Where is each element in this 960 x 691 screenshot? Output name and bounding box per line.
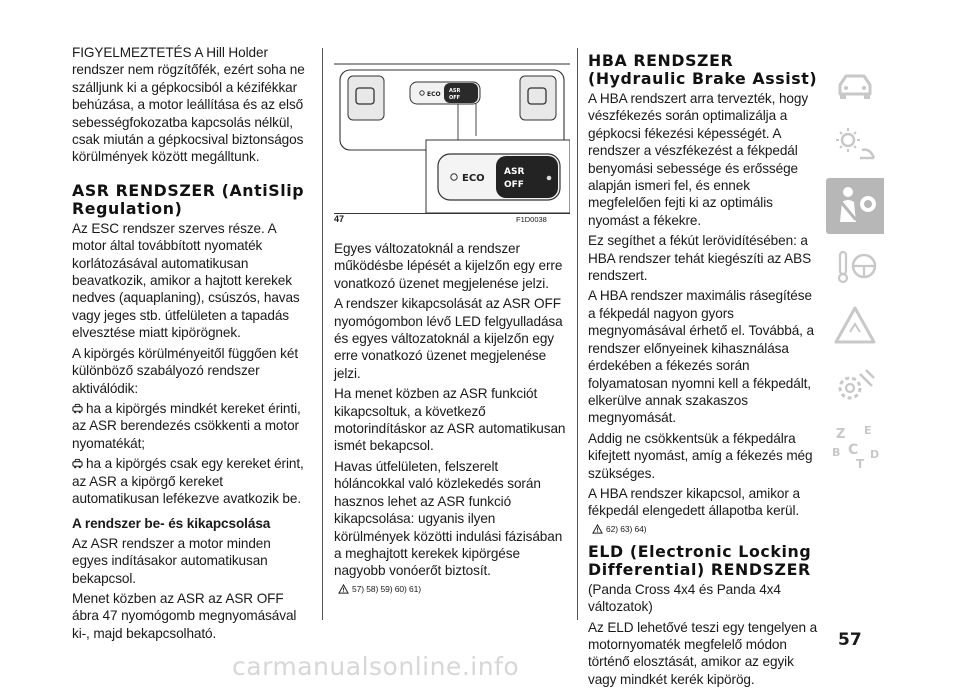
- paragraph: A HBA rendszer maximális rásegítése a fékpedál nagyon gyors megnyomásával érhető el. Továbbá, a rendszer előnyeinek kihasználása érdekében a fékezés során folyamatosan nyomni kell a fékpedált, elkerülve annak szakaszos megnyomását.: [588, 288, 814, 426]
- small-asr-text: ASR: [449, 88, 461, 94]
- paragraph: Az ELD lehetővé teszi egy tengelyen a motornyomaték megfelelő módon történő elosztását, amikor az egyik vagy mindkét kerék kipörög.: [588, 619, 818, 687]
- on-off-paragraph-2: Menet közben az ASR az ASR OFF ábra 47 nyomógomb megnyomásával ki-, majd bekapcsolható.: [72, 590, 297, 641]
- led-indicator: [547, 176, 552, 181]
- paragraph: Ha menet közben az ASR funkciót kikapcsoltuk, a következő motorindításkor az ASR automatikusan ismét bekapcsol.: [334, 386, 566, 454]
- tab-emergency[interactable]: [826, 298, 884, 354]
- figure-code: F1D0038: [516, 215, 547, 224]
- asr-paragraph-2: A kipörgés körülményeitől függően két különböző szabályozó rendszer aktiválódik:: [72, 345, 299, 396]
- index-letter-b: B: [832, 446, 841, 459]
- figure-number: 47: [334, 214, 345, 224]
- eld-heading: ELD (Electronic Locking Differential) RENDSZER: [588, 541, 812, 579]
- tab-maintenance[interactable]: [826, 358, 884, 414]
- paragraph: A rendszer kikapcsolását az ASR OFF nyomógombon lévő LED felgyulladása és egyes változatoknál a kijelzőn egy erre vonatkozó üzenet megjelenése jelzi.: [334, 296, 563, 381]
- tab-index[interactable]: [826, 418, 884, 474]
- paragraph: (Panda Cross 4x4 és Panda 4x4 változatok): [588, 581, 781, 615]
- paragraph: A HBA rendszert arra tervezték, hogy vészfékezés során optimalizálja a gépkocsi fékezési képességét. A rendszer a vészfékezést a fékpedál benyomási sebessége és erőssége alapján ismeri fel, és ennek megfelelően fejti ki az optimális nyomást a fékekre.: [588, 91, 809, 228]
- paragraph: Ez segíthet a fékút lerövidítésében: a HBA rendszer tehát kiegészíti az ABS rendszert.: [588, 233, 812, 284]
- small-eco-text: ECO: [427, 91, 441, 98]
- bullet-text-1: ha a kipörgés mindkét kereket érinti, az ASR berendezés csökkenti a motor nyomatékát;: [72, 400, 301, 451]
- list-item: [72, 455, 310, 507]
- warning-triangle-icon: [826, 298, 884, 354]
- paragraph: A HBA rendszer kikapcsol, amikor a fékpedál elengedett állapotba kerül.: [588, 485, 800, 519]
- asr-text: ASR: [504, 167, 525, 177]
- off-text: OFF: [504, 180, 524, 190]
- dashboard-illustration: [334, 50, 570, 213]
- index-letter-z: Z: [836, 427, 846, 442]
- middle-column: [334, 240, 570, 603]
- watermark: carmanualsonline.info: [232, 652, 520, 681]
- list-item: [72, 400, 310, 452]
- tab-safety[interactable]: [826, 178, 884, 234]
- service-tools-icon: [826, 358, 884, 414]
- paragraph: Addig ne csökkentsük a fékpedálra kifejtett nyomást, amíg a fékezés még szükséges.: [588, 430, 813, 481]
- index-letter-c: C: [848, 442, 859, 458]
- index-letters-icon: [826, 418, 884, 474]
- bullet-text-2: ha a kipörgés csak egy kereket érint, az ASR a kipörgő kereket automatikusan lefékezve avatkozik be.: [72, 456, 304, 506]
- paragraph: Egyes változatoknál a rendszer működésbe lépését a kijelzőn egy erre vonatkozó üzenet megjelenése jelzi.: [334, 241, 563, 291]
- references-text: 57) 58) 59) 60) 61): [352, 583, 421, 594]
- index-letter-d: D: [870, 448, 880, 461]
- figure-asr-button: [334, 50, 570, 214]
- hba-heading: HBA RENDSZER (Hydraulic Brake Assist): [588, 51, 818, 88]
- column-divider-2: [577, 48, 578, 620]
- warning-references: [338, 583, 570, 595]
- small-off-text: OFF: [449, 95, 461, 101]
- dashboard-lights-icon: [826, 118, 884, 174]
- seatbelt-airbag-icon: [826, 178, 884, 234]
- references-text: 62) 63) 64): [606, 523, 647, 534]
- tab-dashboard[interactable]: [826, 118, 884, 174]
- car-bullet-icon: [72, 403, 83, 414]
- warning-paragraph: FIGYELMEZTETÉS A Hill Holder rendszer nem rögzítőfék, ezért soha ne szálljunk ki a gépkocsiból a kézifékkar behúzása, a motor leállítása és az első sebességfokozatba kapcsolás nélkül, csak miután a gépkocsival biztonságos körülmények között megálltunk.: [72, 45, 305, 165]
- car-icon: [826, 58, 884, 114]
- left-column: [72, 44, 310, 645]
- tab-driving[interactable]: [826, 238, 884, 294]
- warning-triangle-icon: [592, 524, 603, 534]
- page-number: 57: [838, 630, 862, 650]
- paragraph: Havas útfelületen, felszerelt hóláncokkal való közlekedés során hasznos lehet az ASR funkció kikapcsolása: ugyanis ilyen körülmények közötti indulási fázisában a meghajtott kerekek kipörgése nagyobb vonóerőt biztosít.: [334, 458, 563, 579]
- on-off-subheading: A rendszer be- és kikapcsolása: [72, 516, 271, 532]
- eco-text: ECO: [462, 173, 485, 184]
- warning-triangle-icon: [338, 584, 349, 594]
- on-off-paragraph-1: Az ASR rendszer a motor minden egyes indításakor automatikusan bekapcsol.: [72, 535, 271, 586]
- key-steering-wheel-icon: [826, 238, 884, 294]
- asr-heading: ASR RENDSZER (AntiSlip Regulation): [72, 180, 305, 218]
- tab-car[interactable]: [826, 58, 884, 114]
- column-divider-1: [322, 48, 323, 620]
- car-bullet-icon: [72, 458, 83, 469]
- index-letter-e: E: [864, 424, 872, 437]
- right-column: [588, 52, 820, 691]
- asr-paragraph-1: Az ESC rendszer szerves része. A motor által továbbított nyomaték korlátozásával automatikusan beavatkozik, amikor a hajtott kerekek nedves (aquaplaning), csúszós, havas vagy jeges stb. útfelületen a tapadás elvesztése miatt kipörögnek.: [72, 220, 300, 341]
- warning-references: [592, 523, 820, 535]
- index-letter-t: T: [856, 457, 865, 471]
